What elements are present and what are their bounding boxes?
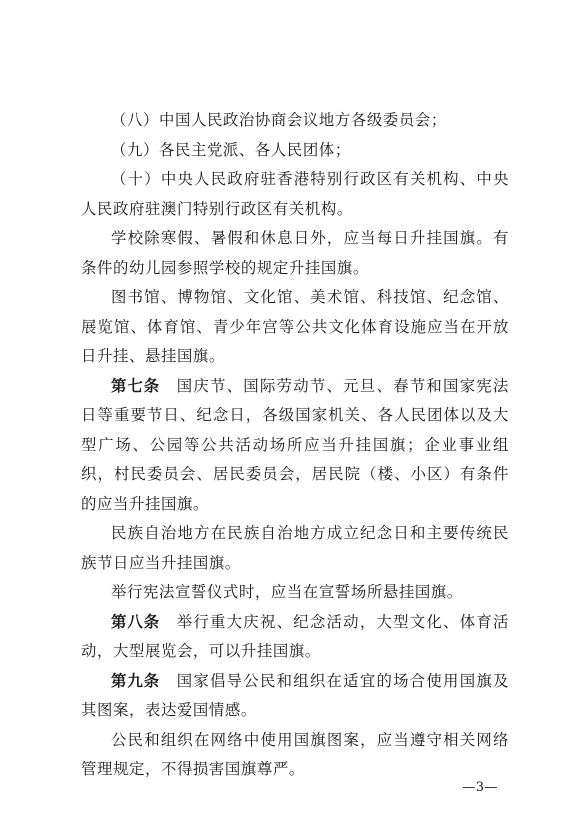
- paragraph-internet-use: [81, 726, 509, 785]
- paragraph-public-facilities: [81, 283, 509, 372]
- article-8-heading: 第八条: [111, 612, 161, 631]
- paragraph-text: 图书馆、博物馆、文化馆、美术馆、科技馆、纪念馆、展览馆、体育馆、青少年宫等公共文化体育设施应当在开放日升挂、悬挂国旗。: [81, 288, 509, 365]
- paragraph-text: 国家倡导公民和组织在适宜的场合使用国旗及其图案，表达爱国情感。: [81, 671, 509, 719]
- paragraph-text: 举行重大庆祝、纪念活动，大型文化、体育活动，大型展览会，可以升挂国旗。: [81, 612, 509, 660]
- paragraph-oath: [81, 578, 509, 608]
- paragraph-item-9: [81, 136, 509, 166]
- article-9: [81, 667, 509, 726]
- paragraph-ethnic-autonomy: [81, 519, 509, 578]
- paragraph-text: （八）中国人民政治协商会议地方各级委员会；: [111, 111, 447, 129]
- paragraph-text: 民族自治地方在民族自治地方成立纪念日和主要传统民族节日应当升挂国旗。: [81, 524, 509, 572]
- article-7-heading: 第七条: [111, 376, 161, 395]
- paragraph-text: 公民和组织在网络中使用国旗图案，应当遵守相关网络管理规定，不得损害国旗尊严。: [81, 730, 509, 778]
- paragraph-item-8: [81, 106, 509, 136]
- article-7: [81, 372, 509, 520]
- document-body: [81, 106, 509, 785]
- paragraph-text: （九）各民主党派、各人民团体；: [111, 140, 351, 159]
- paragraph-item-10: [81, 165, 509, 224]
- article-9-heading: 第九条: [111, 671, 161, 690]
- paragraph-text: 举行宪法宣誓仪式时，应当在宣誓场所悬挂国旗。: [111, 583, 463, 601]
- page-number: —3—: [462, 780, 498, 795]
- paragraph-text: 学校除寒假、暑假和休息日外，应当每日升挂国旗。有条件的幼儿园参照学校的规定升挂国旗。: [81, 229, 509, 277]
- paragraph-text: 国庆节、国际劳动节、元旦、春节和国家宪法日等重要节日、纪念日，各级国家机关、各人民团体以及大型广场、公园等公共活动场所应当升挂国旗；企业事业组织，村民委员会、居民委员会，居民院（楼、小区）有条件的应当升挂国旗。: [81, 376, 509, 513]
- paragraph-text: （十）中央人民政府驻香港特别行政区有关机构、中央人民政府驻澳门特别行政区有关机构。: [81, 170, 509, 218]
- paragraph-schools: [81, 224, 509, 283]
- article-8: [81, 608, 509, 667]
